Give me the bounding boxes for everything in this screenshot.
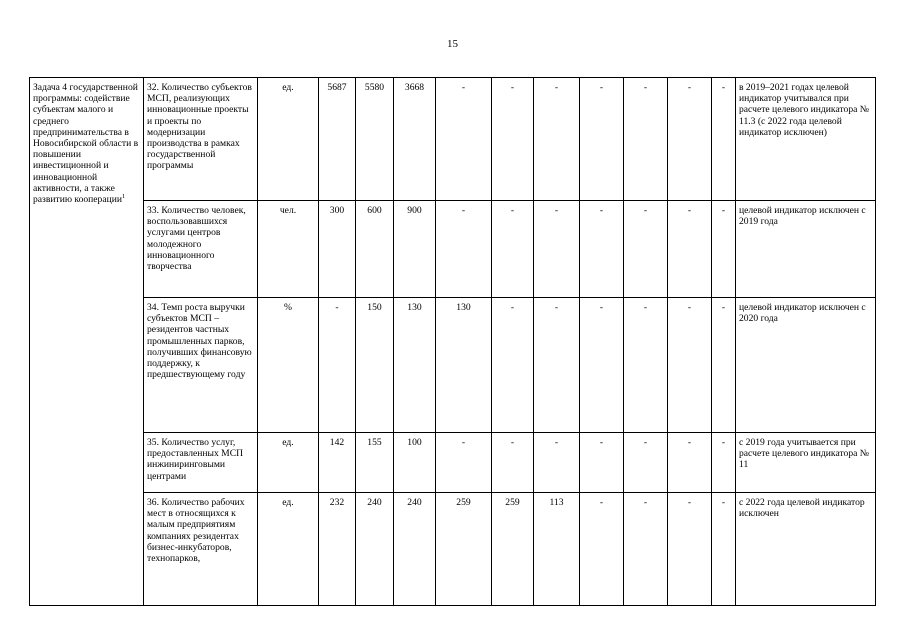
unit-cell: ед. xyxy=(258,493,319,606)
unit-cell: ед. xyxy=(258,78,319,201)
value-cell: - xyxy=(712,78,736,201)
value-cell: - xyxy=(580,433,624,493)
value-cell: - xyxy=(580,493,624,606)
value-cell: - xyxy=(580,298,624,433)
value-cell: - xyxy=(436,433,492,493)
value-cell: 232 xyxy=(319,493,356,606)
unit-cell: ед. xyxy=(258,433,319,493)
footnote-mark: 1 xyxy=(122,192,126,200)
table-row xyxy=(30,433,876,493)
value-cell: - xyxy=(668,298,712,433)
value-cell: - xyxy=(712,201,736,298)
value-cell: - xyxy=(492,298,534,433)
value-cell: - xyxy=(624,298,668,433)
note-cell: с 2019 года учитывается при расчете целевого индикатора № 11 xyxy=(736,433,876,493)
unit-cell: % xyxy=(258,298,319,433)
value-cell: - xyxy=(668,201,712,298)
indicator-cell: 36. Количество рабочих мест в относящихся к малым предприятиям компаниях резидентах бизнес-инкубаторов, технопарков, xyxy=(144,493,258,606)
value-cell: - xyxy=(534,433,580,493)
value-cell: 259 xyxy=(492,493,534,606)
value-cell: - xyxy=(492,433,534,493)
table-row xyxy=(30,201,876,298)
value-cell: 5687 xyxy=(319,78,356,201)
note-cell: с 2022 года целевой индикатор исключен xyxy=(736,493,876,606)
task-text: Задача 4 государственной программы: содействие субъектам малого и среднего предпринимательства в Новосибирской области в повышении инвестиционной и инновационной активности, а также развитию кооперации xyxy=(33,82,139,206)
value-cell: 240 xyxy=(394,493,436,606)
value-cell: - xyxy=(492,78,534,201)
unit-cell: чел. xyxy=(258,201,319,298)
value-cell: - xyxy=(534,78,580,201)
note-cell: в 2019–2021 годах целевой индикатор учитывался при расчете целевого индикатора № 11.3 (с 2022 года целевой индикатор исключен) xyxy=(736,78,876,201)
value-cell: 130 xyxy=(436,298,492,433)
value-cell: - xyxy=(436,78,492,201)
value-cell: - xyxy=(624,493,668,606)
value-cell: - xyxy=(319,298,356,433)
value-cell: 5580 xyxy=(356,78,394,201)
task-cell xyxy=(30,78,144,606)
value-cell: 113 xyxy=(534,493,580,606)
value-cell: - xyxy=(624,201,668,298)
value-cell: - xyxy=(668,433,712,493)
table-row xyxy=(30,493,876,606)
value-cell: - xyxy=(580,78,624,201)
value-cell: 3668 xyxy=(394,78,436,201)
page-number: 15 xyxy=(447,38,458,50)
value-cell: - xyxy=(534,201,580,298)
value-cell: 130 xyxy=(394,298,436,433)
value-cell: 300 xyxy=(319,201,356,298)
indicator-cell: 32. Количество субъектов МСП, реализующих инновационные проекты и проекты по модернизации производства в рамках государственной программы xyxy=(144,78,258,201)
value-cell: 900 xyxy=(394,201,436,298)
value-cell: 155 xyxy=(356,433,394,493)
value-cell: - xyxy=(712,298,736,433)
value-cell: 259 xyxy=(436,493,492,606)
indicators-table xyxy=(29,77,876,606)
value-cell: 600 xyxy=(356,201,394,298)
value-cell: - xyxy=(712,433,736,493)
indicator-cell: 35. Количество услуг, предоставленных МСП инжиниринговыми центрами xyxy=(144,433,258,493)
value-cell: - xyxy=(624,433,668,493)
value-cell: - xyxy=(712,493,736,606)
value-cell: - xyxy=(492,201,534,298)
indicator-cell: 34. Темп роста выручки субъектов МСП – резидентов частных промышленных парков, получивших финансовую поддержку, к предшествующему году xyxy=(144,298,258,433)
value-cell: - xyxy=(580,201,624,298)
value-cell: - xyxy=(436,201,492,298)
table-row xyxy=(30,78,876,201)
note-cell: целевой индикатор исключен с 2020 года xyxy=(736,298,876,433)
indicator-cell: 33. Количество человек, воспользовавшихся услугами центров молодежного инновационного творчества xyxy=(144,201,258,298)
value-cell: 240 xyxy=(356,493,394,606)
value-cell: - xyxy=(668,493,712,606)
value-cell: - xyxy=(624,78,668,201)
value-cell: 142 xyxy=(319,433,356,493)
table-row xyxy=(30,298,876,433)
value-cell: - xyxy=(668,78,712,201)
value-cell: - xyxy=(534,298,580,433)
value-cell: 150 xyxy=(356,298,394,433)
value-cell: 100 xyxy=(394,433,436,493)
note-cell: целевой индикатор исключен с 2019 года xyxy=(736,201,876,298)
